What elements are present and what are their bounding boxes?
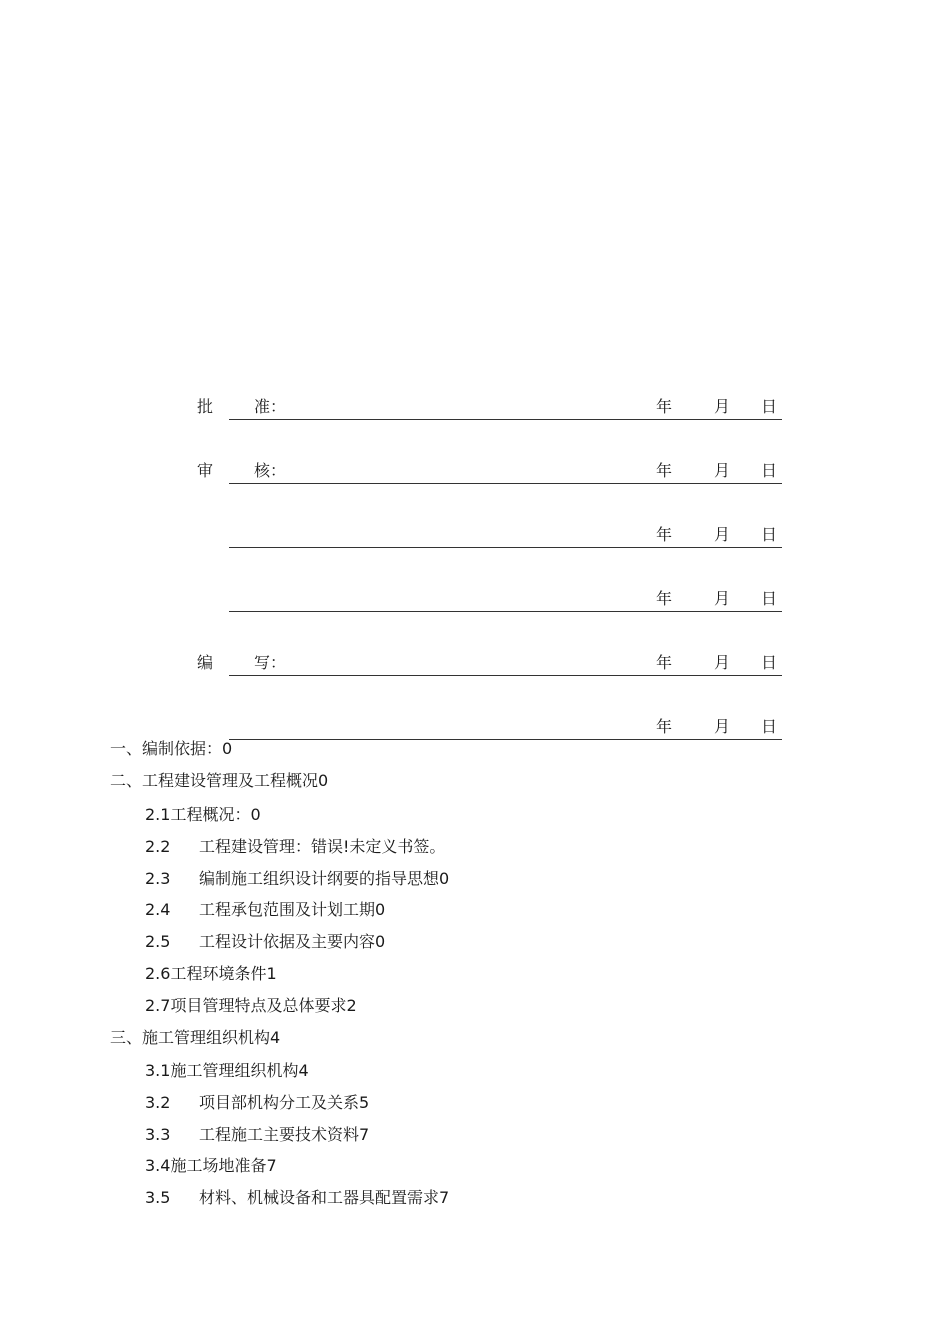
- toc-text: 3.1施工管理组织机构4: [145, 1061, 309, 1080]
- toc-number: 3.3: [145, 1125, 171, 1144]
- toc-number: 2.2: [145, 837, 171, 856]
- sig-year-label: 年: [656, 589, 673, 608]
- toc-item-3-4[interactable]: [145, 1156, 277, 1176]
- sig-label-char: 批: [197, 397, 214, 416]
- signature-line: [229, 547, 782, 548]
- sig-day-label: 日: [761, 397, 778, 416]
- signature-row-write: [0, 652, 950, 680]
- sig-month-label: 月: [714, 525, 731, 544]
- toc-text: 2.1工程概况：0: [145, 805, 261, 824]
- signature-row-blank-1: [0, 524, 950, 552]
- toc-item-section-1[interactable]: [110, 739, 232, 759]
- sig-month-label: 月: [714, 717, 731, 736]
- sig-month-label: 月: [714, 653, 731, 672]
- sig-year-label: 年: [656, 461, 673, 480]
- sig-label-char: 审: [197, 461, 214, 480]
- toc-item-section-3[interactable]: [110, 1028, 280, 1048]
- signature-line: [229, 739, 782, 740]
- toc-item-2-4[interactable]: [145, 900, 385, 920]
- toc-text: 项目部机构分工及关系5: [199, 1093, 370, 1112]
- toc-text: 二、工程建设管理及工程概况0: [110, 771, 329, 790]
- toc-text: 材料、机械设备和工器具配置需求7: [199, 1188, 450, 1207]
- signature-row-approve: [0, 396, 950, 424]
- sig-year-label: 年: [656, 397, 673, 416]
- toc-text: 2.6工程环境条件1: [145, 964, 277, 983]
- toc-text: 2.7项目管理特点及总体要求2: [145, 996, 357, 1015]
- toc-item-2-3[interactable]: [145, 869, 449, 889]
- sig-year-label: 年: [656, 525, 673, 544]
- toc-item-section-2[interactable]: [110, 771, 328, 791]
- toc-number: 3.2: [145, 1093, 171, 1112]
- sig-day-label: 日: [761, 653, 778, 672]
- sig-label-char: 编: [197, 653, 214, 672]
- toc-number: 2.3: [145, 869, 171, 888]
- sig-day-label: 日: [761, 461, 778, 480]
- toc-text: 工程设计依据及主要内容0: [199, 932, 386, 951]
- sig-year-label: 年: [656, 717, 673, 736]
- sig-label-char: 准：: [254, 397, 287, 416]
- signature-line: [229, 419, 782, 420]
- toc-number: 3.5: [145, 1188, 171, 1207]
- toc-text: 三、施工管理组织机构4: [110, 1028, 281, 1047]
- toc-item-2-1[interactable]: [145, 805, 261, 825]
- sig-month-label: 月: [714, 461, 731, 480]
- sig-label-char: 写：: [254, 653, 287, 672]
- toc-item-2-7[interactable]: [145, 996, 357, 1016]
- signature-line: [229, 611, 782, 612]
- signature-line: [229, 675, 782, 676]
- signature-row-review: [0, 460, 950, 488]
- toc-item-2-5[interactable]: [145, 932, 385, 952]
- toc-text: 工程建设管理：错误!未定义书签。: [199, 837, 446, 856]
- sig-day-label: 日: [761, 525, 778, 544]
- toc-text: 一、编制依据：0: [110, 739, 233, 758]
- sig-label-char: 核：: [254, 461, 287, 480]
- toc-text: 工程承包范围及计划工期0: [199, 900, 386, 919]
- signature-row-blank-2: [0, 588, 950, 616]
- sig-year-label: 年: [656, 653, 673, 672]
- sig-month-label: 月: [714, 397, 731, 416]
- toc-item-2-6[interactable]: [145, 964, 277, 984]
- toc-item-3-1[interactable]: [145, 1061, 309, 1081]
- sig-day-label: 日: [761, 589, 778, 608]
- toc-number: 2.4: [145, 900, 171, 919]
- toc-text: 3.4施工场地准备7: [145, 1156, 277, 1175]
- toc-text: 工程施工主要技术资料7: [199, 1125, 370, 1144]
- toc-text: 编制施工组织设计纲要的指导思想0: [199, 869, 450, 888]
- signature-line: [229, 483, 782, 484]
- sig-day-label: 日: [761, 717, 778, 736]
- sig-month-label: 月: [714, 589, 731, 608]
- toc-item-2-2[interactable]: [145, 837, 445, 857]
- toc-item-3-3[interactable]: [145, 1125, 369, 1145]
- toc-item-3-5[interactable]: [145, 1188, 449, 1208]
- toc-item-3-2[interactable]: [145, 1093, 369, 1113]
- toc-number: 2.5: [145, 932, 171, 951]
